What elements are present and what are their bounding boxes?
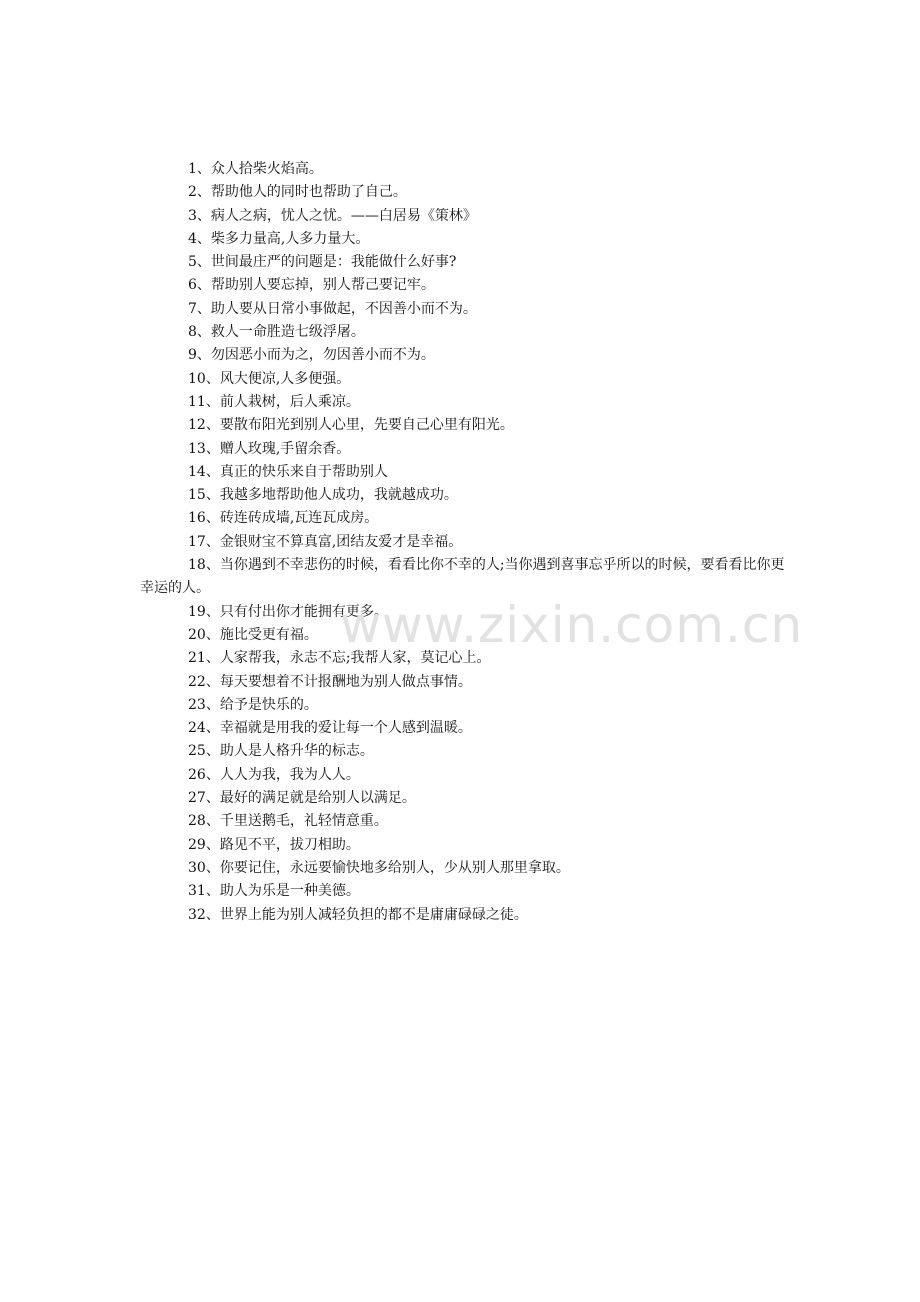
list-item: 8、救人一命胜造七级浮屠。: [188, 324, 365, 341]
list-item: 13、赠人玫瑰,手留余香。: [188, 440, 351, 457]
list-item: 7、助人要从日常小事做起，不因善小而不为。: [188, 300, 477, 317]
list-item: 15、我越多地帮助他人成功，我就越成功。: [188, 487, 458, 504]
list-item: 20、施比受更有福。: [188, 626, 318, 643]
list-item: 5、世间最庄严的问题是：我能做什么好事?: [188, 254, 457, 271]
watermark: www.zixin.com.cn: [340, 596, 804, 654]
list-item: 9、勿因恶小而为之，勿因善小而不为。: [188, 347, 435, 364]
list-item: 28、千里送鹅毛，礼轻情意重。: [188, 813, 388, 830]
list-item: 6、帮助别人要忘掉，别人帮己要记牢。: [188, 277, 435, 294]
list-item: 32、世界上能为别人减轻负担的都不是庸庸碌碌之徒。: [188, 906, 528, 923]
list-item: 11、前人栽树，后人乘凉。: [188, 393, 360, 410]
list-item: 4、柴多力量高,人多力量大。: [188, 230, 370, 247]
list-item: 3、病人之病，忧人之忧。——白居易《策林》: [188, 207, 477, 224]
list-item: 26、人人为我，我为人人。: [188, 766, 360, 783]
list-item: 16、砖连砖成墙,瓦连瓦成房。: [188, 510, 379, 527]
list-item: 30、你要记住，永远要愉快地多给别人，少从别人那里拿取。: [188, 859, 570, 876]
list-item: 21、人家帮我，永志不忘;我帮人家，莫记心上。: [188, 650, 491, 667]
list-item: 2、帮助他人的同时也帮助了自己。: [188, 184, 407, 201]
list-item: 10、风大便凉,人多便强。: [188, 370, 351, 387]
list-item: 31、助人为乐是一种美德。: [188, 883, 360, 900]
list-item: 12、要散布阳光到别人心里，先要自己心里有阳光。: [188, 417, 514, 434]
list-item: 19、只有付出你才能拥有更多。: [188, 603, 388, 620]
list-item: 17、金银财宝不算真富,团结友爱才是幸福。: [188, 533, 463, 550]
list-item: 25、助人是人格升华的标志。: [188, 743, 374, 760]
list-item: 14、真正的快乐来自于帮助别人: [188, 463, 388, 480]
list-item: 22、每天要想着不计报酬地为别人做点事情。: [188, 673, 472, 690]
list-item: 24、幸福就是用我的爱让每一个人感到温暖。: [188, 720, 472, 737]
list-item: 23、给予是快乐的。: [188, 696, 318, 713]
list-item: 29、路见不平，拔刀相助。: [188, 836, 360, 853]
list-item: 27、最好的满足就是给别人以满足。: [188, 790, 416, 807]
list-item: 18、当你遇到不幸悲伤的时候，看看比你不幸的人;当你遇到喜事忘乎所以的时候，要看看比你更幸运的人。: [140, 557, 785, 597]
quote-list: [140, 158, 790, 927]
list-item: 1、众人拾柴火焰高。: [188, 161, 323, 177]
